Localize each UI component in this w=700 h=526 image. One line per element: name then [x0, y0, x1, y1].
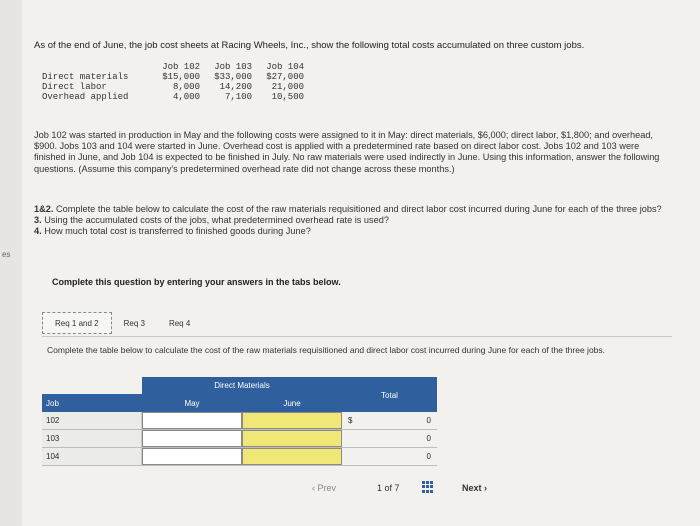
- header-job-104: Job 104: [266, 62, 304, 72]
- june-input[interactable]: [242, 430, 342, 447]
- direct-materials-table: [42, 377, 437, 466]
- tab-instruction: Complete the table below to calculate the cost of the raw materials requisitioned and direct labor cost incurred during June for each of the three jobs.: [47, 345, 606, 355]
- prev-button[interactable]: ‹ Prev: [312, 483, 337, 493]
- intro-text: As of the end of June, the job cost sheets at Racing Wheels, Inc., show the following total costs accumulated on three custom jobs.: [34, 40, 585, 51]
- direct-materials-header: Direct Materials: [142, 377, 342, 394]
- june-input[interactable]: [242, 448, 342, 465]
- question-4: 4. How much total cost is transferred to finished goods during June?: [34, 226, 311, 237]
- total-cell: $ 0: [348, 416, 431, 425]
- job-cost-table: [42, 62, 304, 102]
- complete-prompt: Complete this question by entering your answers in the tabs below.: [52, 277, 341, 287]
- header-job-103: Job 103: [214, 62, 252, 72]
- page-indicator: 1 of 7: [377, 483, 400, 493]
- header-job-102: Job 102: [162, 62, 200, 72]
- cost-row-direct-labor: Direct labor 8,000 14,200 21,000: [42, 82, 304, 92]
- question-list: [34, 204, 674, 238]
- tab-req-3[interactable]: Req 3: [123, 318, 145, 328]
- job-label: 104: [42, 448, 142, 465]
- total-cell: 0: [426, 452, 431, 461]
- may-input[interactable]: [142, 448, 242, 465]
- table-row: [42, 430, 437, 448]
- column-header-row: [42, 390, 437, 412]
- next-button[interactable]: Next ›: [462, 483, 488, 493]
- tab-req-1-2[interactable]: Req 1 and 2: [42, 312, 112, 334]
- cost-table-header: [42, 62, 304, 72]
- problem-paragraph: Job 102 was started in production in May and the following costs were assigned to it in May: direct materials, $6,000; direct labor, $1,800; and overhead, $900. Jobs 103 and 104 were started in June. Overhead cost is applied with a predetermined rate based on direct labor cost. Jobs 102 and 103 were finished in June, and Job 104 is expected to be finished in July. No raw materials were used indirectly in June. Using this information, answer the following questions. (Assume this company's predetermined overhead rate did not change across these months.): [34, 130, 660, 174]
- col-total: Total: [381, 390, 398, 400]
- margin-text: es: [2, 250, 11, 259]
- left-margin: [0, 0, 22, 526]
- tab-bar: [42, 312, 202, 334]
- may-input[interactable]: [142, 412, 242, 429]
- question-3: 3. Using the accumulated costs of the jobs, what predetermined overhead rate is used?: [34, 215, 389, 226]
- col-job: Job: [46, 398, 59, 408]
- tab-divider: [42, 336, 672, 337]
- chevron-left-icon: ‹: [312, 483, 318, 493]
- col-may: May: [184, 398, 200, 408]
- table-row: [42, 448, 437, 466]
- question-1-2: 1&2. Complete the table below to calculate the cost of the raw materials requisitioned and direct labor cost incurred during June for each of the three jobs?: [34, 204, 662, 214]
- job-label: 103: [42, 430, 142, 447]
- cost-row-direct-materials: Direct materials $15,000 $33,000 $27,000: [42, 72, 304, 82]
- job-label: 102: [42, 412, 142, 429]
- cost-row-overhead-applied: Overhead applied 4,000 7,100 10,500: [42, 92, 304, 102]
- grid-menu-icon[interactable]: [422, 481, 434, 493]
- chevron-right-icon: ›: [481, 483, 488, 493]
- col-june: June: [283, 398, 301, 408]
- may-input[interactable]: [142, 430, 242, 447]
- question-content: [22, 0, 700, 526]
- june-input[interactable]: [242, 412, 342, 429]
- total-cell: 0: [426, 434, 431, 443]
- tab-req-4[interactable]: Req 4: [168, 318, 191, 328]
- table-row: [42, 412, 437, 430]
